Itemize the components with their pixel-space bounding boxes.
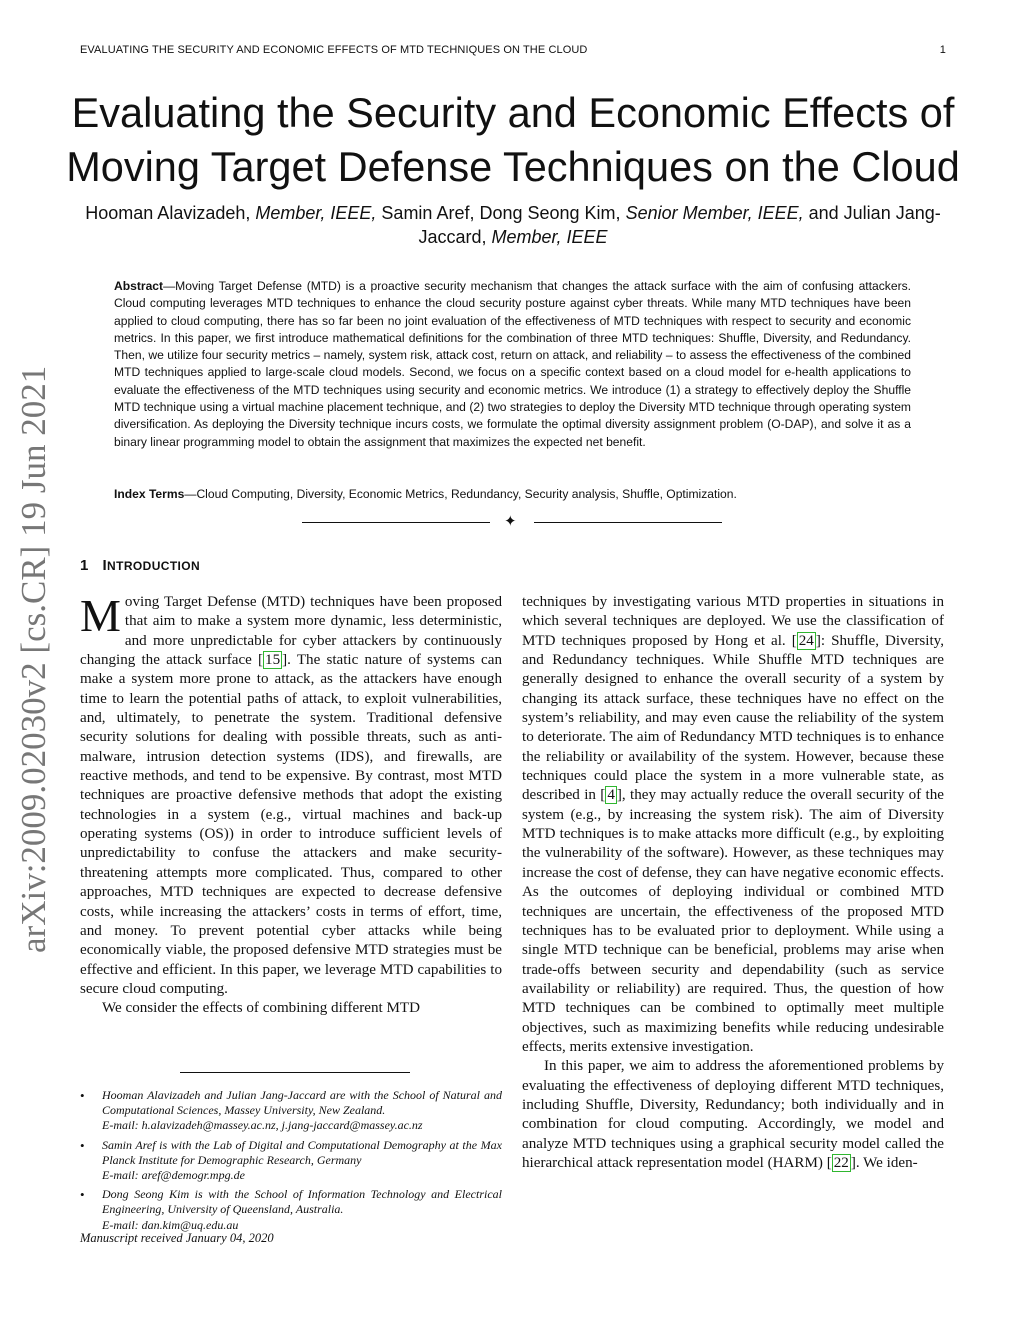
intro-p1-text-b: . The static nature of systems can make a system more prone to attack, as the attackers have enough time to learn the potential paths of attack, to exploit vulnerabilities, and, ultimately, to penetrate the system. Traditional defensive security solutions for dealing with possible threats, such as anti-malware, intrusion detection systems (IDS), and firewalls, are reactive methods, and tend to be expensive. By contrast, most MTD techniques are proactive defensive methods that adopt the existing technologies in a system (e.g., virtual machines and back-up operating systems (OS)) in order to introduce sufficient levels of unpredictability to confuse the attackers and make security-threatening attempts more complicated. Thus, compared to other approaches, MTD techniques are expected to decrease defensive costs, while increasing the attackers’ costs in terms of effort, time, and money. To prevent potential cyber attacks while being economically viable, the proposed defensive MTD strategies must be effective and efficient. In this paper, we leverage MTD capabilities to secure cloud computing.: [80, 652, 502, 997]
intro-paragraph-3: In this paper, we aim to address the aforementioned problems by evaluating the effectiveness of deploying different MTD techniques, including Shuffle, Diversity, Redundancy; both individually and in combination for cloud computing. Accordingly, we model and analyze MTD techniques using a graphical security model called the hierarchical attack representation model (HARM) [ 22 ]. We iden-: [522, 1058, 944, 1171]
right-p2-text-a: In this paper, we aim to address the aforementioned problems by evaluating the effectiveness of deploying different MTD techniques, including Shuffle, Diversity, Redundancy; both individually and in combination for cloud computing. Accordingly, we model and analyze MTD techniques using a graphical security model called the hierarchical attack representation model (HARM): [522, 1058, 944, 1171]
right-p1-text-c: , they may actually reduce the overall security of the system (e.g., by increasing the system risk). The aim of Diversity MTD techniques is to make attacks more difficult (e.g., by exploiting the vulnerability of the software). However, as these techniques may increase the cost of defense, they can have negative economic effects. As the outcomes of deploying individual or combined MTD techniques are uncertain, the effectiveness of the proposed MTD techniques has to be evaluated prior to deployment. While using a single MTD technique can be beneficial, problems may arise when trade-offs between security and dependability (such as service availability or reliability) are required. Thus, the question of how MTD techniques can be combined to optimally meet multiple objectives, such as maximizing benefits while reducing undesirable effects, merits extensive investigation.: [522, 787, 944, 1055]
footnote-item: [80, 1088, 502, 1134]
author-4: and Julian Jang-Jaccard,: [418, 203, 941, 247]
citation-link[interactable]: 24: [798, 632, 814, 649]
title-line-1: Evaluating the Security and Economic Effects of: [71, 89, 955, 136]
footnote-email: E-mail: dan.kim@uq.edu.au: [102, 1217, 239, 1232]
citation-link[interactable]: 22: [833, 1154, 849, 1171]
author-1-role: Member, IEEE,: [255, 203, 377, 223]
index-terms-text: —Cloud Computing, Diversity, Economic Metrics, Redundancy, Security analysis, Shuffle, Optimization.: [184, 487, 737, 501]
author-2-3: Samin Aref, Dong Seong Kim,: [376, 203, 626, 223]
section-number: 1: [80, 557, 89, 574]
intro-p1-text-a: oving Target Defense (MTD) techniques have been proposed that aim to make a system more dynamic, less deterministic, and more unpredictable for cyber attackers by continuously changing the attack surface: [80, 594, 502, 669]
author-list: [80, 201, 946, 249]
drop-cap: M: [80, 590, 121, 641]
divider-line-right: [534, 522, 722, 523]
intro-paragraph-2-cont: techniques by investigating various MTD properties in situations in which several techniques are deployed. We use the classification of MTD techniques proposed by Hong et al. [ 24 ]: Shuffle, Diversity, and Redundancy techniques. While Shuffle MTD techniques are generally designed to enhance the overall security of a system by changing its attack surface, these techniques have no effect on the system’s reliability, and may even cause the reliability of the system to deteriorate. The aim of Redundancy MTD techniques is to enhance the reliability or availability of the system. However, because these techniques could place the system in a more vulnerable state, as described in [ 4 ], they may actually reduce the overall security of the system (e.g., by increasing the system risk). The aim of Diversity MTD techniques is to make attacks more difficult (e.g., by exploiting the vulnerability of the software). However, as these techniques may increase the cost of defense, they can have negative economic effects. As the outcomes of deploying individual or combined MTD techniques are uncertain, the effectiveness of the proposed MTD techniques has to be evaluated prior to deployment. While using a single MTD technique can be beneficial, problems may arise when trade-offs between security and dependability (such as service availability or reliability) are required. Thus, the question of how MTD techniques can be combined to optimally meet multiple objectives, such as maximizing benefits while reducing undesirable effects, merits extensive investigation.: [522, 594, 944, 1055]
footnotes: [80, 1088, 502, 1237]
running-header: [80, 44, 946, 56]
divider-ornament-icon: ✦: [504, 514, 517, 530]
right-p1-text-a: techniques by investigating various MTD properties in situations in which several techniques are deployed. We use the classification of MTD techniques proposed by Hong et al.: [522, 594, 944, 649]
title-line-2: Moving Target Defense Techniques on the Cloud: [66, 143, 960, 190]
footnote-item: [80, 1138, 502, 1184]
intro-paragraph-1: Moving Target Defense (MTD) techniques have been proposed that aim to make a system more dynamic, less deterministic, and more unpredictable for cyber attackers by continuously changing the attack surface [ 15 ]. The static nature of systems can make a system more prone to attack, as the attackers have enough time to learn the potential paths of attack, to exploit vulnerabilities, and, ultimately, to penetrate the system. Traditional defensive security solutions for dealing with possible threats, such as anti-malware, intrusion detection systems (IDS), and firewalls, are reactive methods, and tend to be expensive. By contrast, most MTD techniques are proactive defensive methods that adopt the existing technologies in a system (e.g., virtual machines and back-up operating systems (OS)) in order to introduce sufficient levels of unpredictability to confuse the attackers and make security-threatening attempts more complicated. Thus, compared to other approaches, MTD techniques are expected to decrease defensive costs, while increasing the attackers’ costs in terms of effort, time, and money. To prevent potential cyber attacks while being economically viable, the proposed defensive MTD strategies must be effective and efficient. In this paper, we leverage MTD capabilities to secure cloud computing.: [80, 590, 502, 997]
intro-paragraph-2: We consider the effects of combining different MTD: [102, 1000, 421, 1017]
manuscript-note: Manuscript received January 04, 2020: [80, 1231, 274, 1245]
paper-title: [60, 86, 966, 194]
section-title-rest: NTRODUCTION: [107, 559, 201, 573]
section-divider: [302, 512, 722, 532]
index-terms: [114, 486, 911, 503]
abstract-text: —Moving Target Defense (MTD) is a proactive security mechanism that changes the attack surface with the aim of confusing attackers. Cloud computing leverages MTD techniques to enhance the cloud security posture against cyber threats. While many MTD techniques have been applied to cloud computing, there has so far been no joint evaluation of the effectiveness of MTD techniques with respect to security and economic metrics. In this paper, we first introduce mathematical definitions for the combination of three MTD techniques: Shuffle, Diversity, and Redundancy. Then, we utilize four security metrics – namely, system risk, attack cost, return on attack, and reliability – to assess the effectiveness of the combined MTD techniques applied to large-scale cloud models. Second, we focus on a specific context based on a cloud model for e-health applications to evaluate the effectiveness of the MTD techniques using security and economic metrics. We introduce (1) a strategy to effectively deploy the Shuffle MTD technique using a virtual machine placement technique, and (2) two strategies to deploy the Diversity MTD technique through operating system diversification. As deploying the Diversity technique incurs costs, we formulate the optimal diversity assignment problem (O-DAP), and solve it as a binary linear programming model to obtain the assignment that maximizes the expected net benefit.: [114, 279, 911, 449]
footnote-item: [80, 1187, 502, 1233]
citation-link[interactable]: 4: [607, 787, 615, 804]
divider-line-left: [302, 522, 490, 523]
footnote-text: Samin Aref is with the Lab of Digital and Computational Demography at the Max Planck Institute for Demographic Research, Germany: [102, 1137, 502, 1167]
footnote-text: Dong Seong Kim is with the School of Information Technology and Electrical Engineering, University of Queensland, Australia.: [102, 1187, 502, 1217]
footnote-text: Hooman Alavizadeh and Julian Jang-Jaccard are with the School of Natural and Computational Sciences, Massey University, New Zealand.: [102, 1088, 502, 1118]
citation-link[interactable]: 15: [265, 652, 281, 669]
index-terms-label: Index Terms: [114, 487, 185, 501]
abstract: [114, 278, 911, 451]
right-p1-text-b: : Shuffle, Diversity, and Redundancy techniques. While Shuffle MTD techniques are generally designed to enhance the overall security of a system by changing its attack surface, these techniques have no effect on the system’s reliability, and may even cause the reliability of the system to deteriorate. The aim of Redundancy MTD techniques is to enhance the reliability or availability of the system. However, because these techniques could place the system in a more vulnerable state, as described in: [522, 632, 944, 804]
bullet-icon: •: [80, 1187, 85, 1203]
section-heading: [80, 557, 200, 574]
footnote-email: E-mail: h.alavizadeh@massey.ac.nz, j.jang-jaccard@massey.ac.nz: [102, 1118, 423, 1133]
section-title-initial: I: [102, 557, 108, 574]
left-column: [80, 590, 502, 1019]
arxiv-identifier: arXiv:2009.02030v2 [cs.CR] 19 Jun 2021: [14, 365, 53, 953]
bullet-icon: •: [80, 1088, 85, 1103]
author-3-role: Senior Member, IEEE,: [625, 203, 804, 223]
right-p2-text-b: . We iden-: [855, 1154, 918, 1171]
abstract-label: Abstract: [114, 279, 164, 293]
footnote-rule: [180, 1072, 410, 1073]
page-number: 1: [939, 44, 946, 56]
author-1: Hooman Alavizadeh,: [85, 203, 256, 223]
bullet-icon: •: [80, 1137, 85, 1153]
author-4-role: Member, IEEE: [491, 227, 608, 247]
running-title: EVALUATING THE SECURITY AND ECONOMIC EFFECTS OF MTD TECHNIQUES ON THE CLOUD: [80, 44, 588, 56]
right-column: [522, 593, 944, 1173]
footnote-email: E-mail: aref@demogr.mpg.de: [102, 1168, 245, 1183]
